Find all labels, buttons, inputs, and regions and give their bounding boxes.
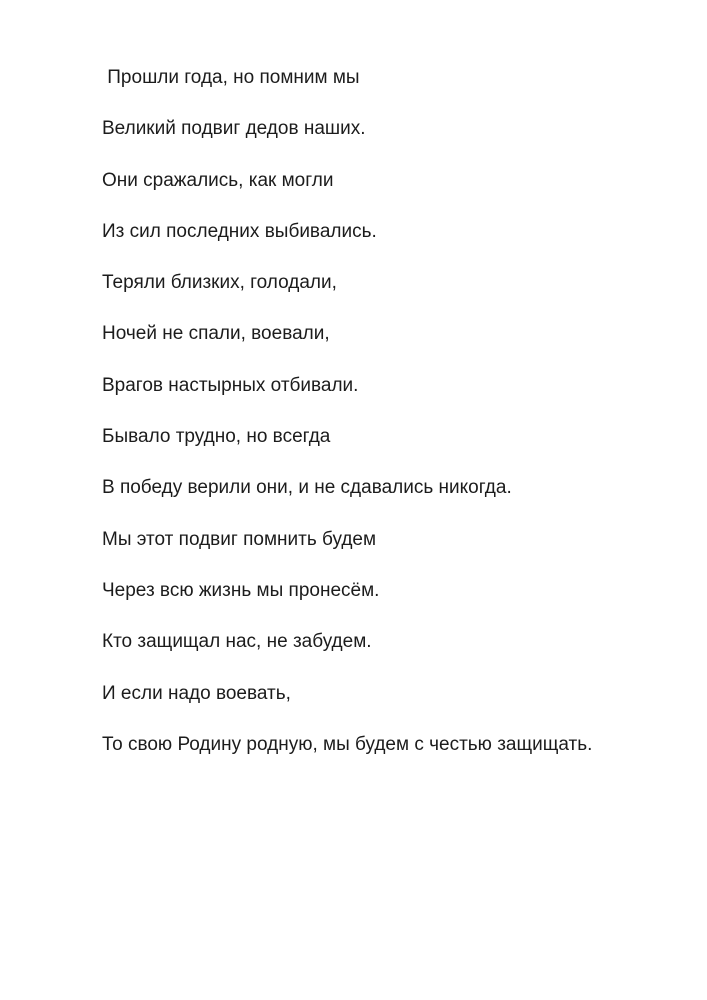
poem-line: Они сражались, как могли bbox=[102, 169, 334, 191]
poem-line: Великий подвиг дедов наших. bbox=[102, 118, 366, 140]
poem-line: Бывало трудно, но всегда bbox=[102, 426, 331, 448]
poem-line: Ночей не спали, воевали, bbox=[102, 323, 330, 345]
poem-line: Теряли близких, голодали, bbox=[102, 272, 337, 294]
poem-line: В победу верили они, и не сдавались никогда. bbox=[102, 477, 512, 499]
poem-text-block bbox=[102, 68, 677, 786]
poem-line: Прошли года, но помним мы bbox=[102, 67, 360, 88]
poem-line: Врагов настырных отбивали. bbox=[102, 374, 359, 396]
poem-line: То свою Родину родную, мы будем с честью защищать. bbox=[102, 733, 593, 755]
poem-line: Из сил последних выбивались. bbox=[102, 220, 377, 242]
poem-line: И если надо воевать, bbox=[102, 682, 291, 704]
poem-line: Через всю жизнь мы пронесём. bbox=[102, 579, 380, 601]
poem-line: Кто защищал нас, не забудем. bbox=[102, 631, 372, 653]
poem-line: Мы этот подвиг помнить будем bbox=[102, 528, 377, 550]
